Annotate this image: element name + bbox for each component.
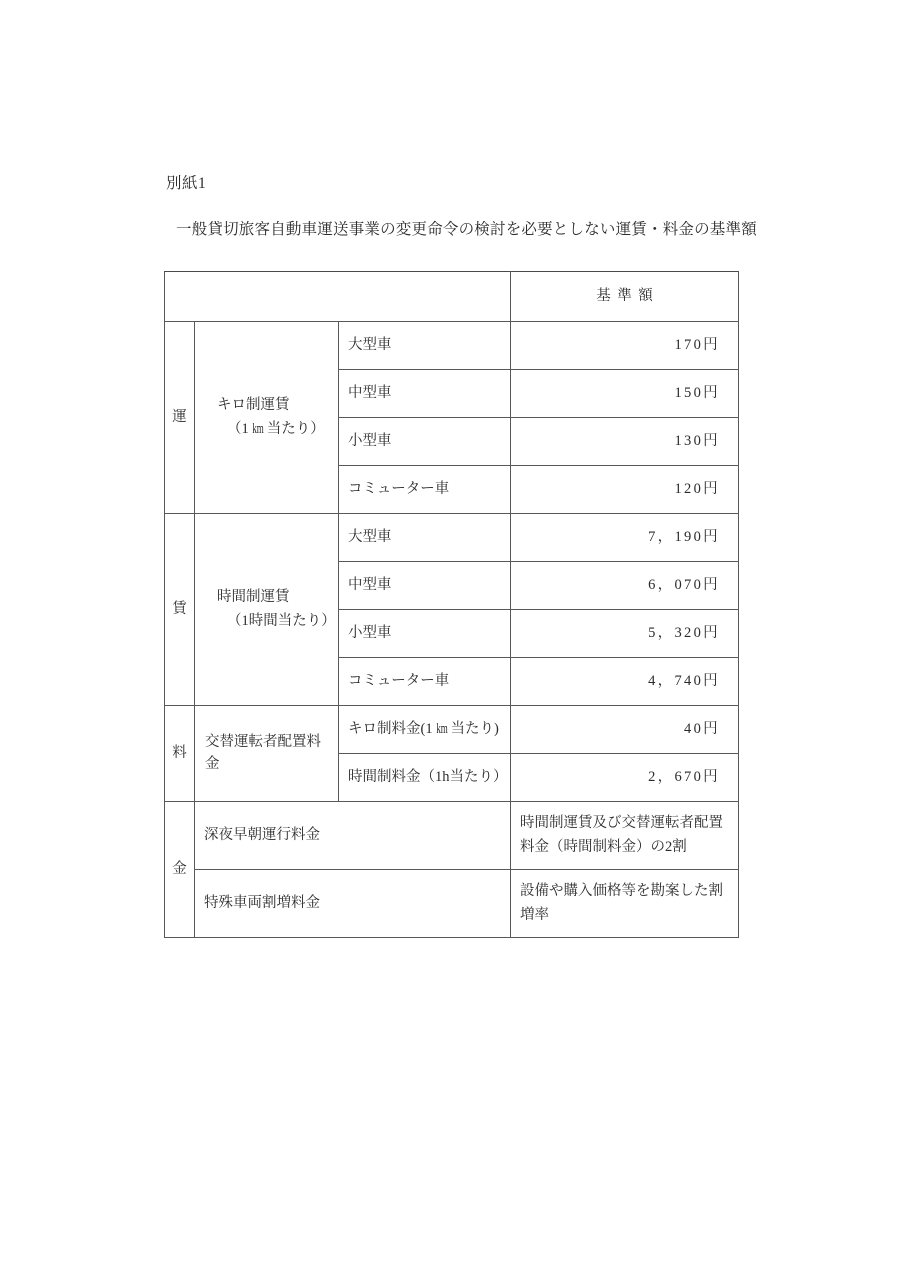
header-amount-label: 基準額 — [596, 287, 660, 304]
amount-value: 170円 — [674, 336, 720, 353]
amount-value: 6，070円 — [648, 576, 720, 593]
amount-cell — [511, 370, 739, 418]
vehicle-type-label: 大型車 — [348, 336, 392, 353]
group-label-char-1: 料 — [172, 744, 187, 761]
amount-value: 130円 — [674, 432, 720, 449]
fee-basis-prefix: キロ制料金(1 — [348, 720, 433, 737]
vehicle-type-label: コミューター車 — [348, 672, 450, 689]
fee-basis-cell — [339, 754, 511, 802]
amount-value: 7，190円 — [648, 528, 720, 545]
vehicle-type-cell — [339, 322, 511, 370]
amount-cell — [511, 562, 739, 610]
category-name: 交替運転者配置料金 — [205, 734, 321, 772]
category-relief-driver-fee — [195, 706, 339, 802]
group-label-char-2: 金 — [172, 860, 187, 877]
vehicle-type-label: 中型車 — [348, 576, 392, 593]
vehicle-type-cell — [339, 514, 511, 562]
amount-value: 120円 — [674, 480, 720, 497]
vehicle-type-label: 大型車 — [348, 528, 392, 545]
table-header-row — [165, 272, 739, 322]
category-name-line1: キロ制運賃 — [217, 397, 290, 414]
amount-value: 150円 — [674, 384, 720, 401]
vehicle-type-cell — [339, 562, 511, 610]
vehicle-type-cell — [339, 610, 511, 658]
table-row — [165, 802, 739, 870]
amount-cell — [511, 418, 739, 466]
table-row — [165, 322, 739, 370]
amount-value: 5，320円 — [648, 624, 720, 641]
vehicle-type-label: コミューター車 — [348, 480, 450, 497]
header-amount-cell — [511, 272, 739, 322]
header-blank-cell — [165, 272, 511, 322]
amount-value: 2，670円 — [648, 768, 720, 785]
group-label-char-2: 賃 — [172, 600, 187, 617]
category-kilometer-fare — [195, 322, 339, 514]
fare-standard-table — [164, 271, 739, 938]
vehicle-type-label: 中型車 — [348, 384, 392, 401]
table-row — [165, 706, 739, 754]
category-late-night-fee — [195, 802, 511, 870]
amount-cell — [511, 658, 739, 706]
fee-basis-label: 時間制料金（1h当たり） — [348, 768, 508, 785]
amount-cell — [511, 802, 739, 870]
category-name-block — [195, 586, 338, 633]
table-row — [165, 870, 739, 938]
category-name-block — [195, 394, 338, 441]
vehicle-type-cell — [339, 466, 511, 514]
unit-km: km — [252, 420, 264, 437]
amount-cell — [511, 514, 739, 562]
vehicle-type-cell — [339, 658, 511, 706]
unit-suffix: 当たり） — [266, 420, 325, 437]
vehicle-type-cell — [339, 418, 511, 466]
vehicle-type-cell — [339, 370, 511, 418]
fee-basis-suffix: 当たり) — [450, 720, 499, 737]
group-label-ryokin-bottom — [165, 802, 195, 938]
amount-cell — [511, 466, 739, 514]
group-label-unchin-bottom — [165, 514, 195, 706]
page-title: 一般貸切旅客自動車運送事業の変更命令の検討を必要としない運賃・料金の基準額 — [176, 221, 757, 238]
category-name: 深夜早朝運行料金 — [204, 826, 320, 843]
fee-basis-label — [339, 719, 510, 740]
amount-value: 40円 — [684, 720, 720, 737]
category-name-line2 — [217, 418, 338, 441]
amount-value: 設備や購入価格等を勘案した割増率 — [520, 883, 723, 923]
vehicle-type-label: 小型車 — [348, 432, 392, 449]
category-name-line1: 時間制運賃 — [217, 589, 290, 606]
category-name: 特殊車両割増料金 — [204, 894, 320, 911]
category-hourly-fare — [195, 514, 339, 706]
amount-cell — [511, 706, 739, 754]
attachment-label: 別紙1 — [166, 175, 207, 192]
group-label-unchin-top — [165, 322, 195, 514]
amount-value: 4，740円 — [648, 672, 720, 689]
amount-cell — [511, 754, 739, 802]
amount-cell — [511, 322, 739, 370]
unit-km: km — [436, 720, 448, 737]
category-special-vehicle-surcharge — [195, 870, 511, 938]
fee-basis-cell — [339, 706, 511, 754]
unit-prefix: （1 — [227, 420, 249, 437]
table-row — [165, 514, 739, 562]
vehicle-type-label: 小型車 — [348, 624, 392, 641]
category-name-line2: （1時間当たり） — [227, 612, 336, 629]
amount-value: 時間制運賃及び交替運転者配置料金（時間制料金）の2割 — [520, 815, 723, 855]
amount-cell — [511, 870, 739, 938]
amount-cell — [511, 610, 739, 658]
group-label-ryokin-top — [165, 706, 195, 802]
group-label-char-1: 運 — [172, 408, 187, 425]
